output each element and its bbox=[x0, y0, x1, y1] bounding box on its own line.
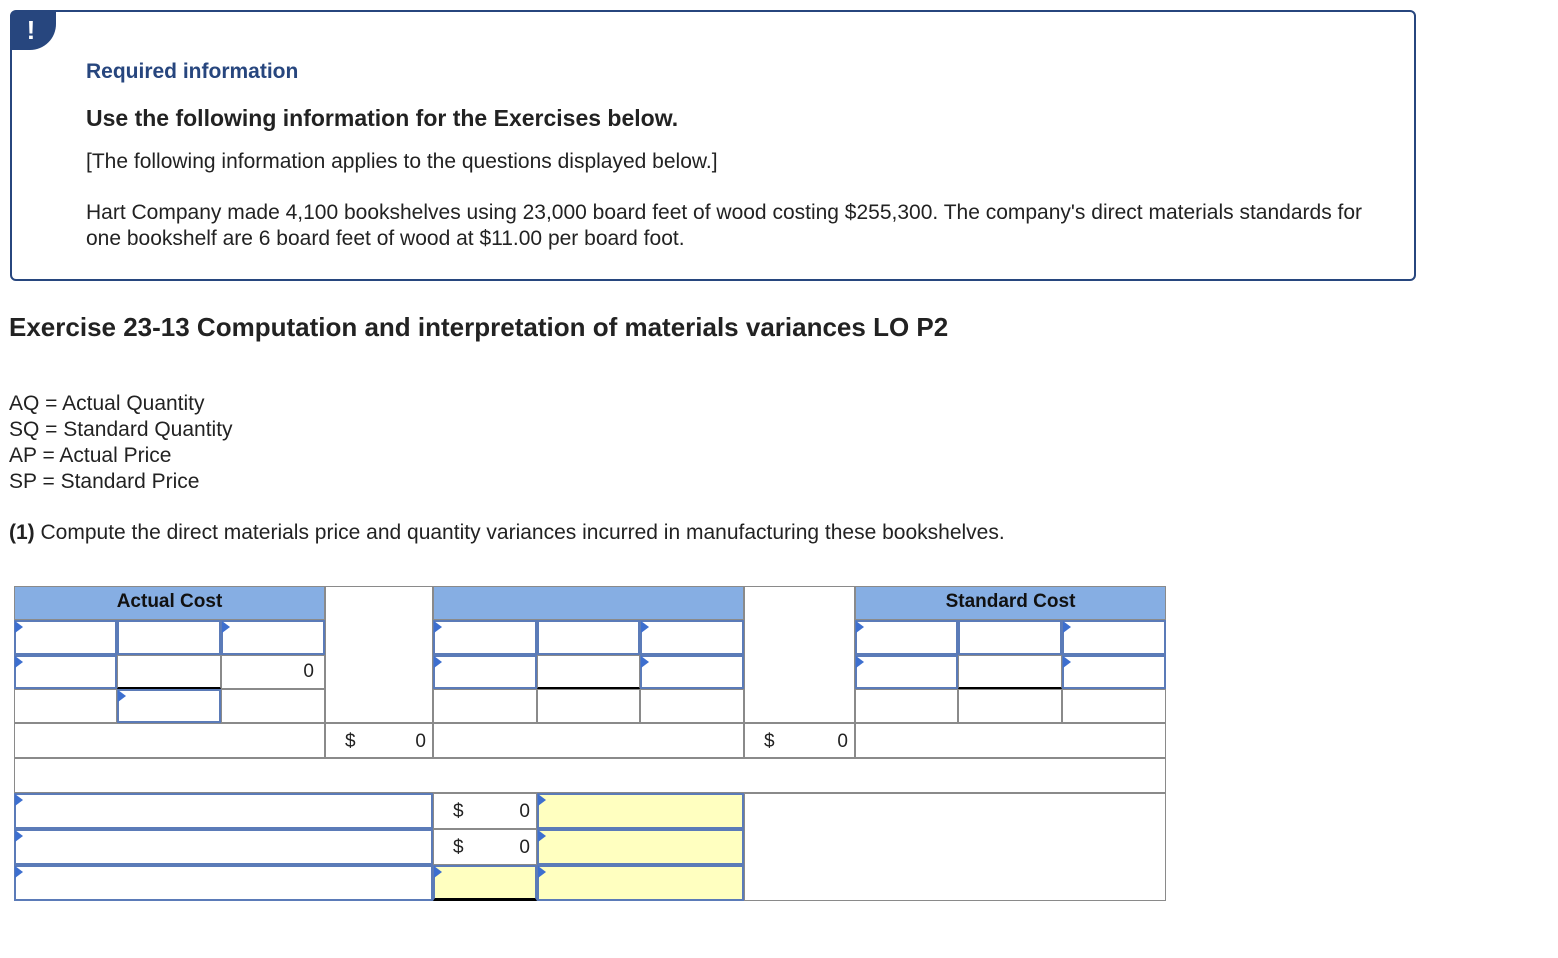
header-standard-cost: Standard Cost bbox=[855, 586, 1166, 620]
header-middle bbox=[433, 586, 744, 620]
spacer-col-2 bbox=[744, 586, 855, 723]
definitions-list bbox=[9, 391, 233, 495]
middle-row1-amount-input[interactable] bbox=[537, 620, 640, 655]
actual-row1-amount-input[interactable] bbox=[117, 620, 221, 655]
total-actual-dollar: $ bbox=[345, 731, 356, 752]
variance2-amount-cell bbox=[433, 829, 537, 865]
standard-row3-blank-3 bbox=[1062, 689, 1166, 723]
middle-row1-unit-select[interactable] bbox=[640, 620, 744, 655]
standard-row1-label-select[interactable] bbox=[855, 620, 958, 655]
required-information-title: Required information bbox=[86, 60, 299, 83]
middle-row2-product-cell bbox=[537, 655, 640, 689]
problem-paragraph: Hart Company made 4,100 bookshelves using 23,000 board feet of wood costing $255,300. The company's direct materials standards for one bookshelf are 6 board feet of wood at $11.00 per board foot. bbox=[86, 201, 1363, 250]
variance-total-type-select[interactable] bbox=[537, 865, 744, 901]
actual-row1-unit-select[interactable] bbox=[221, 620, 325, 655]
variance1-dollar: $ bbox=[453, 801, 464, 822]
middle-row3-blank-2 bbox=[537, 689, 640, 723]
variance2-dollar: $ bbox=[453, 837, 464, 858]
standard-row2-product-cell bbox=[958, 655, 1062, 689]
actual-row3-blank bbox=[14, 689, 117, 723]
standard-row3-blank-1 bbox=[855, 689, 958, 723]
spacer-row bbox=[14, 758, 1166, 793]
variance2-type-select[interactable] bbox=[537, 829, 744, 865]
exclamation-icon: ! bbox=[12, 12, 56, 50]
middle-row1-label-select[interactable] bbox=[433, 620, 537, 655]
actual-row2-label-select[interactable] bbox=[14, 655, 117, 689]
total-actual-cell bbox=[325, 723, 433, 758]
variance1-type-select[interactable] bbox=[537, 793, 744, 829]
standard-row3-blank-2 bbox=[958, 689, 1062, 723]
variance-total-name-select[interactable] bbox=[14, 865, 433, 901]
definition-sq: SQ = Standard Quantity bbox=[9, 418, 233, 441]
definition-ap: AP = Actual Price bbox=[9, 444, 172, 467]
variance1-name-select[interactable] bbox=[14, 793, 433, 829]
middle-row2-unit-select[interactable] bbox=[640, 655, 744, 689]
middle-row2-label-select[interactable] bbox=[433, 655, 537, 689]
standard-row2-unit-select[interactable] bbox=[1062, 655, 1166, 689]
total-middle-cell bbox=[744, 723, 855, 758]
totals-row-blank-right bbox=[855, 723, 1166, 758]
actual-row3-blank-2 bbox=[221, 689, 325, 723]
header-actual-cost: Actual Cost bbox=[14, 586, 325, 620]
variance-total-amount-input[interactable] bbox=[433, 865, 537, 901]
middle-row3-blank-1 bbox=[433, 689, 537, 723]
variance-right-blank bbox=[744, 793, 1166, 901]
totals-row-blank-left bbox=[14, 723, 325, 758]
actual-row2-product-cell bbox=[117, 655, 221, 689]
variance2-name-select[interactable] bbox=[14, 829, 433, 865]
variance2-value: 0 bbox=[519, 837, 530, 858]
actual-row1-label-select[interactable] bbox=[14, 620, 117, 655]
actual-row3-select[interactable] bbox=[117, 689, 221, 723]
definition-aq: AQ = Actual Quantity bbox=[9, 392, 205, 415]
question-number: (1) bbox=[9, 521, 35, 544]
total-middle-dollar: $ bbox=[764, 731, 775, 752]
required-information-box bbox=[10, 10, 1416, 281]
standard-row1-unit-select[interactable] bbox=[1062, 620, 1166, 655]
applies-note: [The following information applies to the questions displayed below.] bbox=[86, 150, 718, 173]
variance1-amount-cell bbox=[433, 793, 537, 829]
spacer-col-1 bbox=[325, 586, 433, 723]
middle-row3-blank-3 bbox=[640, 689, 744, 723]
totals-row-blank-middle bbox=[433, 723, 744, 758]
standard-row2-label-select[interactable] bbox=[855, 655, 958, 689]
variance1-value: 0 bbox=[519, 801, 530, 822]
total-actual-value: 0 bbox=[415, 731, 426, 752]
question-text: Compute the direct materials price and quantity variances incurred in manufacturing these bookshelves. bbox=[34, 521, 1005, 544]
use-information-heading: Use the following information for the Exercises below. bbox=[86, 105, 679, 131]
standard-row1-amount-input[interactable] bbox=[958, 620, 1062, 655]
definition-sp: SP = Standard Price bbox=[9, 470, 200, 493]
exercise-title: Exercise 23-13 Computation and interpretation of materials variances LO P2 bbox=[9, 312, 949, 342]
total-middle-value: 0 bbox=[837, 731, 848, 752]
question-prompt bbox=[9, 521, 1005, 545]
actual-row2-value: 0 bbox=[221, 655, 325, 689]
